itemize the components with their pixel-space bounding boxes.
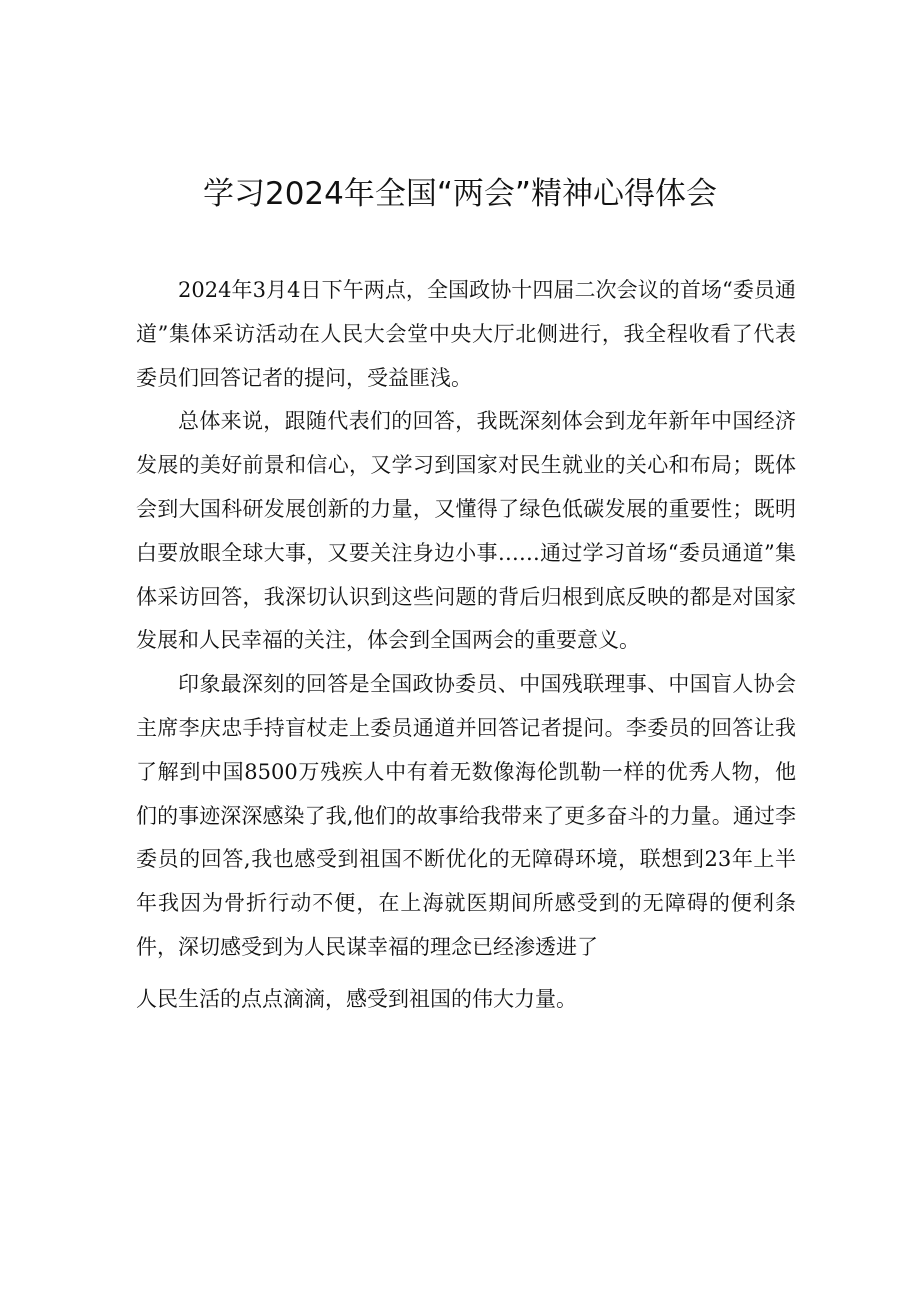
paragraph-continuation: 人民生活的点点滴滴，感受到祖国的伟大力量。 <box>136 986 577 1011</box>
document-body <box>136 269 796 1022</box>
paragraph-1: 2024年3月4日下午两点，全国政协十四届二次会议的首场“委员通道”集体采访活动在人民大会堂中央大厅北侧进行，我全程收看了代表委员们回答记者的提问，受益匪浅。 <box>136 278 796 390</box>
document-title: 学习2024年全国“两会”精神心得体会 <box>202 176 717 212</box>
paragraph-3: 印象最深刻的回答是全国政协委员、中国残联理事、中国盲人协会主席李庆忠手持盲杖走上委员通道并回答记者提问。李委员的回答让我了解到中国8500万残疾人中有着无数像海伦凯勒一样的优秀人物，他们的事迹深深感染了我,他们的故事给我带来了更多奋斗的力量。通过李委员的回答,我也感受到祖国不断优化的无障碍环境，联想到23年上半年我因为骨折行动不便，在上海就医期间所感受到的无障碍的便利条件，深切感受到为人民谋幸福的理念已经渗透进了 <box>136 672 796 959</box>
paragraph-2: 总体来说，跟随代表们的回答，我既深刻体会到龙年新年中国经济发展的美好前景和信心，又学习到国家对民生就业的关心和布局；既体会到大国科研发展创新的力量，又懂得了绿色低碳发展的重要性；既明白要放眼全球大事，又要关注身边小事……通过学习首场“委员通道”集体采访回答，我深切认识到这些问题的背后归根到底反映的都是对国家发展和人民幸福的关注，体会到全国两会的重要意义。 <box>136 409 796 653</box>
